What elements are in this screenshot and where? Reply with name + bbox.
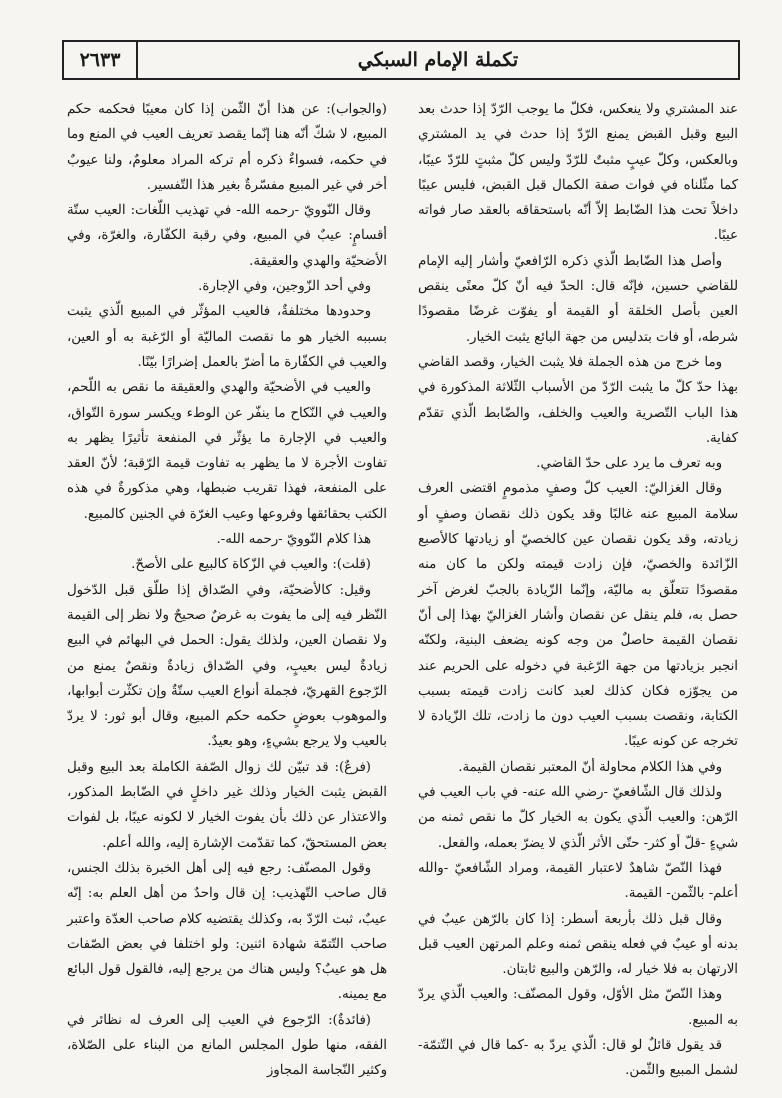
- left-text-column: [67, 97, 387, 1084]
- paragraph: وقال الغزاليّ: العيب كلّ وصفٍ مذمومٍ اقتضى العرف سلامة المبيع عنه غالبًا وقد يكون ذلك نقصان وصفٍ أو زيادته، وقد يكون نقصان عين كالخصيّ أو زيادتها كالأصبع الزّائدة والخصيّ، فإن زادت قيمته ولكن ما كان منه مقصودًا تتعلّق به ماليّة، وإنّما الزّيادة بالجبّ لغرض آخر حصل به، فلم ينقل عن نقصان وأشار الغزاليّ بهذا إلى أنّ نقصان القيمة حاصلٌ من وجه كونه يضعف البنية، ولكنّه انجبر بزيادتها من جهة الرّغبة في دخوله على الحريم عند من يجوّزه فكان كذلك لعبد كانت زادت قيمته بسبب الكتابة، ونقصت بسبب العيب دون ما زادت، تلك الزّيادة لا تخرجه عن كونه عيبًا.: [418, 481, 738, 750]
- paragraph: هذا كلام النّوويّ -رحمه الله-.: [216, 532, 371, 548]
- paragraph: وما خرج من هذه الجملة فلا يثبت الخيار، وقصد القاضي بهذا حدّ كلّ ما يثبت الرّدّ من الأسباب الثّلاثة المذكورة في هذا الباب التّصرية والعيب والخلف، والضّابط الّذي تقدّم كفاية.: [418, 354, 738, 446]
- paragraph: وقول المصنّف: رجع فيه إلى أهل الخبرة بذلك الجنس، قال صاحب التّهذيب: إن قال واحدٌ من أهل العلم به: إنّه عيبٌ، ثبت الرّدّ به، وكذلك يقتضيه كلام صاحب العدّة واعتبر صاحب التّتمّة شهادة اثنين: ولو اختلفا في بعض الصّفات هل هو عيبٌ؟ وليس هناك من يرجع إليه، فالقول قول البائع مع يمينه.: [67, 860, 387, 1003]
- paragraph: (والجواب): عن هذا أنّ الثّمن إذا كان معيبًا فحكمه حكم المبيع، لا شكّ أنّه هنا إنّما يقصد تعريف العيب في المنع وما في حكمه، فسواءٌ ذكره أم تركه المراد معلومٌ، ولنا عيوبٌ أخر في غير المبيع مفسّرةٌ بغير هذا التّفسير.: [67, 102, 387, 193]
- paragraph: والعيب في الأضحيّة والهدي والعقيقة ما نقص به اللّحم، والعيب في النّكاح ما ينفّر عن الوطء ويكسر سورة التّواق، والعيب في الإجارة ما يؤثّر في المنفعة تأثيرًا يظهر به تفاوت الأجرة لا ما يظهر به تفاوت قيمة الرّقبة؛ لأنّ العقد على المنفعة، فهذا تقريب ضبطها، وهي مذكورةٌ في هذه الكتب بحقائقها وفروعها وعيب الغرّة في الجنين كالمبيع.: [67, 380, 387, 522]
- paragraph: وفي أحد الزّوجين، وفي الإجارة.: [198, 279, 371, 295]
- right-text-column: [418, 97, 738, 1084]
- paragraph: وبه تعرف ما يرد على حدّ القاضي.: [536, 456, 722, 472]
- paragraph: قد يقول قائلٌ لو قال: الّذي يردّ به -كما قال في التّتمّة- لشمل المبيع والثّمن.: [418, 1037, 738, 1079]
- paragraph: وقال النّوويّ -رحمه الله- في تهذيب اللّغات: العيب ستّة أقسامٍ: عيبٌ في المبيع، وفي رقبة الكفّارة، والغرّة، وفي الأضحيّة والهدي والعقيقة.: [67, 203, 387, 269]
- paragraph: وقيل: كالأضحيّة، وفي الصّداق إذا طلّق قبل الدّخول النّظر فيه إلى ما يفوت به غرضٌ صحيحٌ ولا نظر إلى القيمة ولا نقصان العين، ولذلك يقول: الحمل في البهائم في البيع زيادةٌ ليس بعيبٍ، وفي الصّداق زيادةٌ ونقصٌ يمنع من الرّجوع القهريّ، فجملة أنواع العيب ستّةٌ وإن تكثّرت أبوابها، والموهوب بعوضٍ حكمه حكم المبيع، وقال أبو ثور: لا يردّ بالعيب ولا يرجع بشيءٍ، وهو بعيدٌ.: [67, 582, 387, 750]
- paragraph: وحدودها مختلفةٌ، فالعيب المؤثّر في المبيع الّذي يثبت بسببه الخيار هو ما نقصت الماليّة أو الرّغبة به أو العين، والعيب في الكفّارة ما أضرّ بالعمل إضرارًا بيّنًا.: [67, 304, 387, 370]
- paragraph: فهذا النّصّ شاهدٌ لاعتبار القيمة، ومراد الشّافعيّ -والله أعلم- بالثّمن- القيمة.: [418, 860, 738, 902]
- paragraph: وفي هذا الكلام محاولة أنّ المعتبر نقصان القيمة.: [458, 759, 722, 775]
- book-title: تكملة الإمام السبكي: [357, 49, 519, 71]
- paragraph: وأصل هذا الضّابط الّذي ذكره الرّافعيّ وأشار إليه الإمام للقاضي حسين، فإنّه قال: الحدّ فيه أنّ كلّ معنًى ينقص العين بأصل الخلقة أو القيمة أو يفوّت غرضًا مقصودًا شرطه، أو فات بتدليس من جهة البائع يثبت الخيار.: [418, 253, 738, 345]
- paragraph: (فرعٌ): قد تبيّن لك زوال الصّفة الكاملة بعد البيع وقبل القبض يثبت الخيار وذلك غير داخلٍ في الضّابط المذكور، والاعتذار عن ذلك بأن يفوت الخيار لا لكونه عيبًا، بل لفوات بعض المستحقّ، كما تقدّمت الإشارة إليه، والله أعلم.: [67, 759, 387, 851]
- page-header: [62, 40, 740, 80]
- paragraph: عند المشتري ولا ينعكس، فكلّ ما يوجب الرّدّ إذا حدث بعد البيع وقبل القبض يمنع الرّدّ إذا حدث في يد المشتري وبالعكس، وكلّ عيبٍ مثبتٌ للرّدّ وليس كلّ مثبتٍ للرّدّ عيبًا، كما مثّلناه في فوات صفة الكمال قبل القبض، فليس عيبًا داخلاً تحت هذا الضّابط إلاّ أنّه باستحقاقه بالعقد صار فواته عيبًا.: [418, 102, 738, 244]
- page-number: ٢٦٣٣: [79, 49, 121, 71]
- paragraph: ولذلك قال الشّافعيّ -رضي الله عنه- في باب العيب في الرّهن: والعيب الّذي يكون به الخيار كلّ ما نقص ثمنه من شيءٍ -قلّ أو كثر- حتّى الأثر الّذي لا يضرّ بعمله، والفعل.: [418, 785, 738, 851]
- paragraph: وقال قبل ذلك بأربعة أسطر: إذا كان بالرّهن عيبٌ في بدنه أو عيبٌ في فعله ينقص ثمنه وعلم المرتهن العيب قبل الارتهان به فلا خيار له، والرّهن والبيع ثابتان.: [418, 911, 738, 978]
- paragraph: (فائدةٌ): الرّجوع في العيب إلى العرف له نظائر في الفقه، منها طول المجلس المانع من البناء على الصّلاة، وكثير النّجاسة المجاوز: [67, 1012, 387, 1079]
- paragraph: (قلت): والعيب في الزّكاة كالبيع على الأصحّ.: [131, 557, 371, 573]
- paragraph: وهذا النّصّ مثل الأوّل، وقول المصنّف: والعيب الّذي يردّ به المبيع.: [418, 987, 738, 1028]
